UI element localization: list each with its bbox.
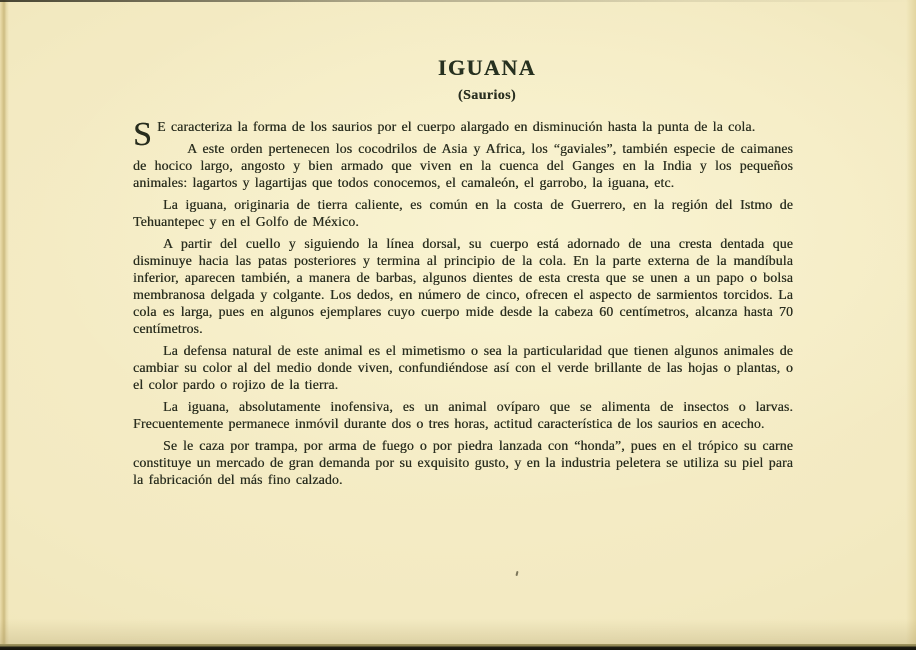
drop-cap: S bbox=[133, 116, 153, 153]
paragraph-lead bbox=[133, 116, 793, 153]
scan-top-bar bbox=[0, 0, 916, 2]
paragraph: A este orden pertenecen los cocodrilos de Asia y Africa, los “gaviales”, también especie de caimanes de hocico largo, angosto y bien armado que viven en la cuenca del Ganges en la India y los pequeños animales: lagartos y lagartijas que todos conocemos, el camaleón, el garrobo, la iguana, etc. bbox=[133, 141, 793, 190]
page-right-edge bbox=[906, 0, 916, 650]
page-bottom-shadow bbox=[0, 619, 916, 645]
paragraph: La defensa natural de este animal es el mimetismo o sea la particularidad que tienen algunos animales de cambiar su color al del medio donde viven, confundiéndose así con el verde brillante de las hojas o plantas, o el color pardo o rojizo de la tierra. bbox=[133, 343, 793, 392]
paragraph-lead-text: E caracteriza la forma de los saurios por el cuerpo alargado en disminución hasta la punta de la cola. bbox=[157, 119, 756, 134]
paragraph: Se le caza por trampa, por arma de fuego o por piedra lanzada con “honda”, pues en el trópico su carne constituye un mercado de gran demanda por su exquisito gusto, y en la industria peletera se utiliza su piel para la fabricación del más fino calzado. bbox=[133, 438, 793, 487]
page-title: IGUANA bbox=[437, 55, 537, 80]
scan-bottom-bar bbox=[0, 644, 916, 650]
paragraph: A partir del cuello y siguiendo la línea dorsal, su cuerpo está adornado de una cresta dentada que disminuye hacia las patas posteriores y termina al principio de la cola. En la parte externa de la mandíbula inferior, aparecen también, a manera de barbas, algunos dientes de esta cresta que se unen a un papo o bolsa membranosa delgada y colgante. Los dedos, en número de cinco, ofrecen el aspecto de sarmientos torcidos. La cola es larga, pues en algunos ejemplares cuyo cuerpo mide desde la cabeza 60 centímetros, alcanza hasta 70 centímetros. bbox=[133, 236, 793, 336]
paragraph: La iguana, originaria de tierra caliente, es común en la costa de Guerrero, en la región del Istmo de Tehuantepec y en el Golfo de México. bbox=[133, 197, 793, 229]
paragraph: La iguana, absolutamente inofensiva, es un animal ovíparo que se alimenta de insectos o larvas. Frecuentemente permanece inmóvil durante dos o tres horas, actitud característica de los saurios en acecho. bbox=[133, 399, 793, 431]
page-left-edge bbox=[0, 0, 9, 650]
ink-speck bbox=[515, 571, 518, 576]
text-column bbox=[133, 55, 793, 493]
body-text bbox=[133, 118, 793, 488]
page-subtitle: (Saurios) bbox=[457, 88, 517, 103]
